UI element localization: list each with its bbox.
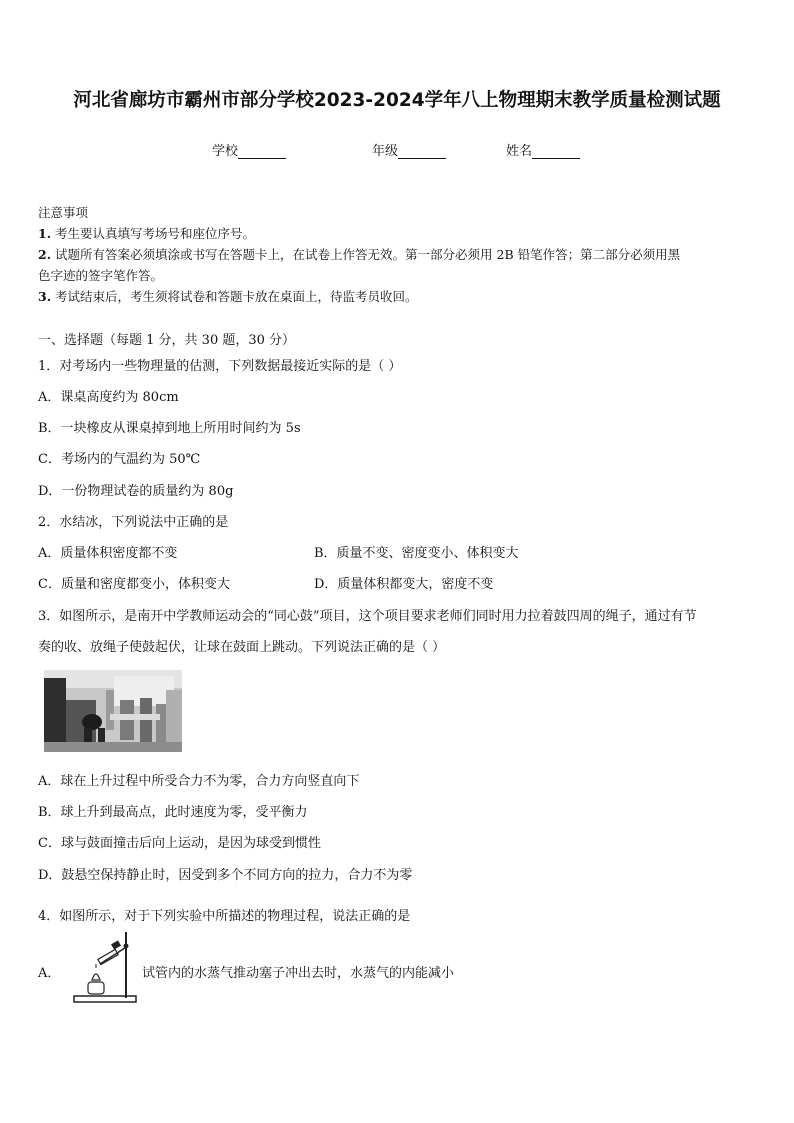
school-blank[interactable] [238, 145, 286, 159]
q1-option-d[interactable]: D．一份物理试卷的质量约为 80g [38, 484, 234, 499]
q3-option-c[interactable]: C．球与鼓面撞击后向上运动，是因为球受到惯性 [38, 836, 321, 851]
note-number: 3. [38, 289, 52, 304]
grade-field [372, 140, 446, 159]
drum-game-photo-image [44, 670, 182, 752]
exam-title: 河北省廊坊市霸州市部分学校2023-2024学年八上物理期末教学质量检测试题 [73, 90, 721, 111]
note-item [38, 224, 255, 242]
school-label: 学校 [212, 144, 239, 159]
q4-option-a-letter[interactable]: A． [38, 966, 61, 981]
q2-option-b[interactable]: B．质量不变、密度变小、体积变大 [314, 546, 519, 561]
section-heading: 一、选择题（每题 1 分，共 30 题，30 分） [38, 333, 296, 348]
note-text: 试题所有答案必须填涂或书写在答题卡上，在试卷上作答无效。第一部分必须用 2B 铅笔作答；第二部分必须用黑 [55, 247, 681, 262]
question-1-stem: 1．对考场内一些物理量的估测，下列数据最接近实际的是（ ） [38, 359, 402, 374]
question-2-stem: 2．水结冰，下列说法中正确的是 [38, 515, 229, 530]
note-item [38, 266, 163, 284]
grade-label: 年级 [372, 144, 399, 159]
q1-option-c[interactable]: C．考场内的气温约为 50℃ [38, 452, 201, 467]
q2-option-c[interactable]: C．质量和密度都变小，体积变大 [38, 577, 230, 592]
q3-option-d[interactable]: D．鼓悬空保持静止时，因受到多个不同方向的拉力，合力不为零 [38, 868, 413, 883]
name-label: 姓名 [506, 144, 533, 159]
note-number: 1. [38, 226, 52, 241]
q3-option-a[interactable]: A．球在上升过程中所受合力不为零，合力方向竖直向下 [38, 774, 360, 789]
question-4-stem: 4．如图所示，对于下列实验中所描述的物理过程，说法正确的是 [38, 909, 411, 924]
note-text: 考试结束后，考生须将试卷和答题卡放在桌面上，待监考员收回。 [55, 289, 418, 304]
drum-game-photo [44, 670, 182, 752]
note-text: 色字迹的签字笔作答。 [38, 268, 164, 283]
note-item [38, 245, 680, 263]
grade-blank[interactable] [398, 145, 446, 159]
name-field [506, 140, 580, 159]
school-field [212, 140, 286, 159]
question-3-stem-line1: 3．如图所示，是南开中学教师运动会的“同心鼓”项目，这个项目要求老师们同时用力拉着鼓四周的绳子，通过有节 [38, 609, 697, 624]
notes-title: 注意事项 [38, 205, 89, 220]
note-item [38, 287, 418, 305]
q1-option-a[interactable]: A．课桌高度约为 80cm [38, 390, 179, 405]
q4-option-a-text[interactable]: 试管内的水蒸气推动塞子冲出去时，水蒸气的内能减小 [142, 966, 455, 981]
note-text: 考生要认真填写考场号和座位序号。 [55, 226, 256, 241]
q2-option-a[interactable]: A．质量体积密度都不变 [38, 546, 178, 561]
q3-option-b[interactable]: B．球上升到最高点，此时速度为零，受平衡力 [38, 805, 308, 820]
note-number: 2. [38, 247, 52, 262]
q1-option-b[interactable]: B．一块橡皮从课桌掉到地上所用时间约为 5s [38, 421, 301, 436]
question-3-stem-line2: 奏的收、放绳子使鼓起伏，让球在鼓面上跳动。下列说法正确的是（ ） [38, 640, 446, 655]
q2-option-d[interactable]: D．质量体积都变大，密度不变 [314, 577, 494, 592]
test-tube-apparatus-image [70, 928, 138, 1006]
name-blank[interactable] [532, 145, 580, 159]
